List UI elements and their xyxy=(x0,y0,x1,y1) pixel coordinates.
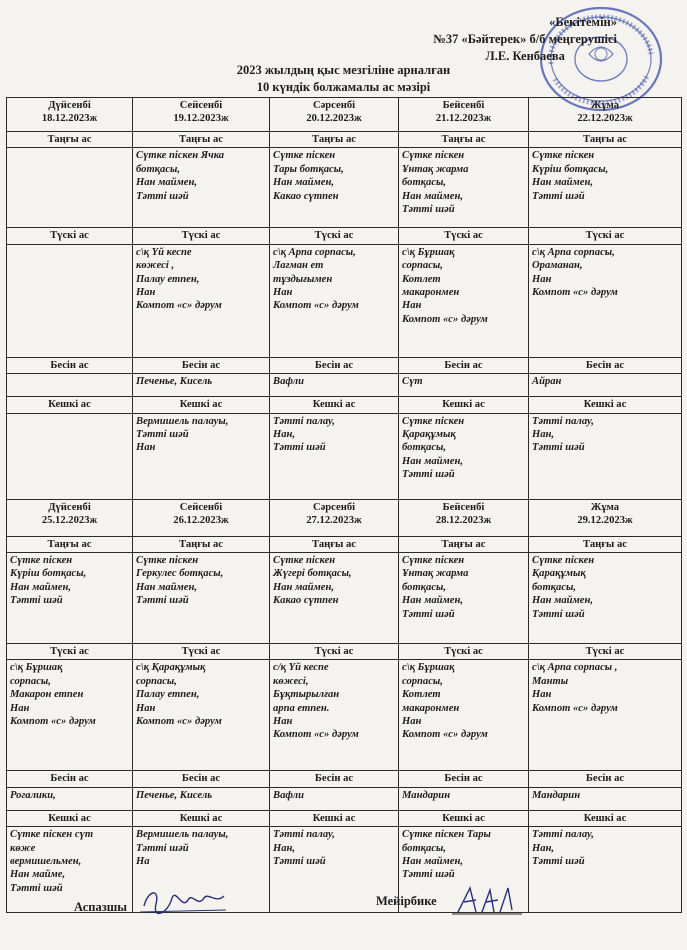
dish-line: Вермишель палауы, xyxy=(136,829,229,841)
dish-cell xyxy=(270,787,399,810)
meal-label: Кешкі ас xyxy=(133,397,270,413)
day-name: Дүйсенбі xyxy=(48,501,91,513)
dish-line: ботқасы, xyxy=(402,442,447,454)
menu-table xyxy=(6,97,682,913)
day-date: 21.12.2023ж xyxy=(435,113,492,125)
dish-cell xyxy=(133,244,270,357)
meal-label: Кешкі ас xyxy=(7,397,133,413)
meal-header-row xyxy=(7,810,682,826)
dish-line: Тәтті шәй xyxy=(273,856,326,868)
dish-line: Сүтке піскен xyxy=(402,150,465,162)
dish-line: с/қ Үй кеспе xyxy=(273,662,329,674)
dish-line: Нан маймен, xyxy=(402,190,464,202)
dish-line: Сүтке піскен сүт xyxy=(10,829,94,841)
dish-line: ботқасы, xyxy=(402,177,447,189)
day-header xyxy=(7,499,133,536)
meal-label: Түскі ас xyxy=(133,228,270,244)
dish-line: Нан маймен, xyxy=(402,455,464,467)
dish-line: Какао сүтпен xyxy=(273,595,339,607)
meal-label: Түскі ас xyxy=(529,228,682,244)
dish-cell xyxy=(399,148,529,228)
dish-cell xyxy=(270,413,399,499)
dish-cell xyxy=(529,553,682,644)
dish-line: с\қ Бұршақ xyxy=(402,246,455,258)
dish-line: Тәтті шәй xyxy=(402,469,455,481)
meal-label: Таңғы ас xyxy=(270,536,399,552)
dish-line: Нан маймен, xyxy=(273,177,335,189)
day-name: Сәрсенбі xyxy=(312,501,356,513)
dish-line: Рогалики, xyxy=(10,789,56,801)
dish-line: с\қ Арпа сорпасы , xyxy=(532,662,618,674)
dish-cell xyxy=(270,660,399,771)
approval-heading: «Бекітемін» xyxy=(549,15,617,29)
day-header xyxy=(529,499,682,536)
meal-label: Таңғы ас xyxy=(133,536,270,552)
dish-cell xyxy=(399,787,529,810)
dish-line: Нан маймен, xyxy=(532,177,594,189)
meal-header-row xyxy=(7,397,682,413)
day-name: Бейсенбі xyxy=(442,100,485,111)
dish-line: Күріш ботқасы, xyxy=(532,163,609,175)
dish-cell xyxy=(133,413,270,499)
meal-label: Таңғы ас xyxy=(7,536,133,552)
dish-cell xyxy=(133,553,270,644)
dish-cell xyxy=(270,553,399,644)
dish-row xyxy=(7,244,682,357)
day-date: 20.12.2023ж xyxy=(306,113,362,125)
dish-line: Компот «с» дәрум xyxy=(532,702,618,714)
dish-line: Мандарин xyxy=(402,789,451,801)
dish-line: Ұнтақ жарма xyxy=(402,568,469,580)
dish-line: сорпасы, xyxy=(402,260,443,272)
dish-line: Вафли xyxy=(273,376,305,388)
nurse-signature-icon xyxy=(452,882,524,920)
meal-header-row xyxy=(7,644,682,660)
dish-line: Нан маймен, xyxy=(402,856,464,868)
meal-label: Бесін ас xyxy=(399,357,529,373)
dish-cell xyxy=(399,244,529,357)
dish-line: Компот «с» дәрум xyxy=(273,300,359,312)
meal-header-row xyxy=(7,132,682,148)
dish-line: Тары ботқасы, xyxy=(273,163,344,175)
dish-line: макаронмен xyxy=(402,287,460,299)
day-name: Бейсенбі xyxy=(442,501,485,513)
dish-cell xyxy=(529,787,682,810)
dish-line: Компот «с» дәрум xyxy=(402,729,488,741)
dish-cell xyxy=(7,787,133,810)
meal-label: Кешкі ас xyxy=(270,397,399,413)
dish-line: Айран xyxy=(532,376,562,388)
dish-line: На xyxy=(136,856,150,868)
dish-cell xyxy=(529,660,682,771)
meal-label: Түскі ас xyxy=(7,228,133,244)
dish-cell xyxy=(133,787,270,810)
dish-line: Нан xyxy=(136,442,156,454)
dish-line: Тәтті палау, xyxy=(532,829,594,841)
dish-line: тұздығымен xyxy=(273,273,333,285)
dish-line: Тәтті шәй xyxy=(402,869,455,881)
meal-header-row xyxy=(7,771,682,787)
dish-cell xyxy=(270,374,399,397)
meal-label: Таңғы ас xyxy=(529,536,682,552)
dish-line: Қарақұмық xyxy=(532,568,586,580)
meal-label: Түскі ас xyxy=(399,644,529,660)
dish-cell xyxy=(7,374,133,397)
dish-line: Сүтке піскен xyxy=(10,555,73,567)
meal-label: Кешкі ас xyxy=(7,810,133,826)
dish-line: Тәтті шәй xyxy=(273,442,326,454)
meal-label: Бесін ас xyxy=(270,357,399,373)
dish-line: Макарон етпен xyxy=(10,689,84,701)
dish-cell xyxy=(7,413,133,499)
dish-line: Геркулес ботқасы, xyxy=(136,568,224,580)
approval-block xyxy=(433,14,617,65)
meal-header-row xyxy=(7,357,682,373)
dish-line: көже xyxy=(10,842,36,854)
meal-label: Бесін ас xyxy=(133,771,270,787)
dish-line: Компот «с» дәрум xyxy=(136,300,222,312)
dish-line: Котлет xyxy=(402,273,441,285)
day-header xyxy=(399,499,529,536)
dish-line: сорпасы, xyxy=(402,675,443,687)
day-name: Дүйсенбі xyxy=(48,100,91,111)
meal-label: Түскі ас xyxy=(270,644,399,660)
dish-line: Тәтті шәй xyxy=(136,595,189,607)
dish-line: Компот «с» дәрум xyxy=(10,716,96,728)
day-name: Жұма xyxy=(590,501,620,513)
dish-line: Күріш ботқасы, xyxy=(10,568,87,580)
day-header xyxy=(270,499,399,536)
day-date: 27.12.2023ж xyxy=(306,515,362,527)
dish-line: Тәтті палау, xyxy=(273,415,335,427)
day-header xyxy=(270,98,399,132)
dish-line: Нан xyxy=(136,702,156,714)
dish-line: арпа етпен. xyxy=(273,702,330,714)
dish-line: ботқасы, xyxy=(532,581,577,593)
dish-line: Нан маймен, xyxy=(136,581,198,593)
dish-cell xyxy=(7,148,133,228)
dish-line: көжесі , xyxy=(136,260,175,272)
dish-line: Нан, xyxy=(532,429,555,441)
dish-line: ботқасы, xyxy=(136,163,181,175)
dish-row xyxy=(7,148,682,228)
meal-label: Таңғы ас xyxy=(399,132,529,148)
dish-row xyxy=(7,413,682,499)
day-date: 18.12.2023ж xyxy=(41,113,98,125)
meal-header-row xyxy=(7,536,682,552)
cook-label: Аспазшы xyxy=(74,900,128,914)
page-title xyxy=(0,62,687,96)
dish-line: Нан, xyxy=(273,842,296,854)
dish-cell xyxy=(270,148,399,228)
dish-line: Нан, xyxy=(273,429,296,441)
dish-line: Нан маймен, xyxy=(136,177,198,189)
dish-cell xyxy=(399,553,529,644)
dish-cell xyxy=(529,244,682,357)
meal-label: Таңғы ас xyxy=(399,536,529,552)
dish-line: Ораманан, xyxy=(532,260,583,272)
dish-line: ботқасы, xyxy=(402,842,447,854)
day-header-row xyxy=(7,98,682,132)
meal-label: Бесін ас xyxy=(270,771,399,787)
meal-label: Түскі ас xyxy=(7,644,133,660)
dish-line: Компот «с» дәрум xyxy=(402,313,488,325)
dish-cell xyxy=(133,660,270,771)
dish-cell xyxy=(7,660,133,771)
dish-row xyxy=(7,374,682,397)
meal-label: Таңғы ас xyxy=(7,132,133,148)
dish-line: Нан, xyxy=(532,842,555,854)
dish-line: с\қ Бұршақ xyxy=(402,662,455,674)
meal-label: Бесін ас xyxy=(7,771,133,787)
dish-line: Жүгері ботқасы, xyxy=(273,568,352,580)
dish-line: Тәтті шәй xyxy=(532,442,585,454)
dish-line: Сүтке піскен xyxy=(136,555,199,567)
dish-line: Нан xyxy=(402,716,422,728)
dish-line: Сүтке піскен xyxy=(402,415,465,427)
meal-label: Түскі ас xyxy=(270,228,399,244)
dish-line: Сүтке піскен xyxy=(273,555,336,567)
dish-cell xyxy=(133,148,270,228)
dish-line: Нан xyxy=(402,300,422,312)
dish-line: Сүтке піскен Тары xyxy=(402,829,491,841)
dish-line: Тәтті шәй xyxy=(136,190,189,202)
dish-line: Тәтті шәй xyxy=(136,842,189,854)
dish-line: Тәтті шәй xyxy=(402,204,455,216)
dish-line: Сүтке піскен xyxy=(532,150,595,162)
day-name: Сәрсенбі xyxy=(312,100,356,111)
day-date: 28.12.2023ж xyxy=(435,515,492,527)
dish-line: ботқасы, xyxy=(402,581,447,593)
dish-line: Лағман ет xyxy=(273,260,324,272)
dish-row xyxy=(7,787,682,810)
meal-label: Кешкі ас xyxy=(270,810,399,826)
day-date: 26.12.2023ж xyxy=(173,515,229,527)
dish-line: Тәтті шәй xyxy=(136,429,189,441)
day-name: Сейсенбі xyxy=(179,501,223,513)
meal-label: Бесін ас xyxy=(529,771,682,787)
approval-position: №37 «Бәйтерек» б/б меңгерушісі xyxy=(433,32,617,46)
meal-label: Бесін ас xyxy=(133,357,270,373)
dish-cell xyxy=(7,244,133,357)
dish-line: Нан xyxy=(136,287,156,299)
meal-label: Түскі ас xyxy=(399,228,529,244)
day-header xyxy=(133,98,270,132)
day-name: Жұма xyxy=(590,100,620,111)
meal-label: Түскі ас xyxy=(529,644,682,660)
signature-footer xyxy=(0,894,687,924)
meal-label: Таңғы ас xyxy=(529,132,682,148)
dish-line: Тәтті шәй xyxy=(402,608,455,620)
dish-line: Котлет xyxy=(402,689,441,701)
day-header-row xyxy=(7,499,682,536)
title-line-1: 2023 жылдың қыс мезгіліне арналған xyxy=(236,63,451,77)
dish-cell xyxy=(399,374,529,397)
meal-label: Кешкі ас xyxy=(529,397,682,413)
dish-cell xyxy=(399,660,529,771)
dish-line: вермишельмен, xyxy=(10,856,82,868)
meal-label: Таңғы ас xyxy=(270,132,399,148)
dish-line: Какао сүтпен xyxy=(273,190,339,202)
dish-line: Вафли xyxy=(273,789,305,801)
dish-line: Сүтке піскен xyxy=(402,555,465,567)
dish-line: с\қ Арпа сорпасы, xyxy=(273,246,356,258)
dish-line: сорпасы, xyxy=(136,675,177,687)
dish-line: с\қ Арпа сорпасы, xyxy=(532,246,615,258)
dish-cell xyxy=(133,374,270,397)
meal-label: Кешкі ас xyxy=(399,397,529,413)
dish-line: Манты xyxy=(532,675,569,687)
dish-row xyxy=(7,553,682,644)
dish-line: Нан xyxy=(532,689,552,701)
dish-line: Вермишель палауы, xyxy=(136,415,229,427)
dish-line: Тәтті шәй xyxy=(532,190,585,202)
title-line-2: 10 күндік болжамалы ас мәзірі xyxy=(256,80,431,94)
nurse-label: Мейірбике xyxy=(376,894,437,908)
dish-line: Бұқтырылған xyxy=(273,689,340,701)
dish-line: Компот «с» дәрум xyxy=(273,729,359,741)
dish-line: Нан xyxy=(273,716,293,728)
day-header xyxy=(529,98,682,132)
dish-line: Тәтті палау, xyxy=(273,829,335,841)
dish-line: Нан xyxy=(10,702,30,714)
dish-line: Қарақұмық xyxy=(402,429,456,441)
dish-row xyxy=(7,660,682,771)
dish-line: Тәтті палау, xyxy=(532,415,594,427)
meal-label: Түскі ас xyxy=(133,644,270,660)
dish-line: Мандарин xyxy=(532,789,581,801)
meal-label: Кешкі ас xyxy=(133,810,270,826)
dish-line: көжесі, xyxy=(273,675,309,687)
meal-header-row xyxy=(7,228,682,244)
dish-cell xyxy=(529,374,682,397)
dish-line: Нан маймен, xyxy=(273,581,335,593)
dish-line: Сүтке піскен xyxy=(532,555,595,567)
dish-cell xyxy=(529,413,682,499)
dish-line: Тәтті шәй xyxy=(532,856,585,868)
dish-line: Нан маймен, xyxy=(532,595,594,607)
dish-line: Тәтті шәй xyxy=(532,608,585,620)
dish-line: Печенье, Кисель xyxy=(136,789,213,801)
meal-label: Кешкі ас xyxy=(399,810,529,826)
meal-label: Таңғы ас xyxy=(133,132,270,148)
day-name: Сейсенбі xyxy=(179,100,223,111)
dish-line: Нан майме, xyxy=(10,869,66,881)
dish-line: Сүт xyxy=(402,376,423,388)
dish-line: Палау етпен, xyxy=(136,689,200,701)
dish-line: Тәтті шәй xyxy=(10,882,63,894)
dish-line: Нан маймен, xyxy=(10,581,72,593)
dish-line: с\қ Қарақұмық xyxy=(136,662,206,674)
dish-cell xyxy=(529,148,682,228)
dish-line: Нан маймен, xyxy=(402,595,464,607)
day-date: 25.12.2023ж xyxy=(41,515,98,527)
meal-label: Бесін ас xyxy=(529,357,682,373)
day-date: 22.12.2023ж xyxy=(577,113,633,125)
dish-cell xyxy=(7,553,133,644)
day-header xyxy=(399,98,529,132)
approval-person: Л.Е. Кенбаева xyxy=(485,49,565,63)
dish-line: сорпасы, xyxy=(10,675,51,687)
meal-label: Кешкі ас xyxy=(529,810,682,826)
dish-line: Нан xyxy=(273,287,293,299)
dish-line: макаронмен xyxy=(402,702,460,714)
dish-cell xyxy=(399,413,529,499)
dish-line: Печенье, Кисель xyxy=(136,376,213,388)
day-date: 29.12.2023ж xyxy=(577,515,633,527)
meal-label: Бесін ас xyxy=(7,357,133,373)
day-date: 19.12.2023ж xyxy=(173,113,229,125)
cook-signature-icon xyxy=(138,884,228,920)
dish-line: Ұнтақ жарма xyxy=(402,163,469,175)
dish-line: с\қ Бұршақ xyxy=(10,662,63,674)
dish-cell xyxy=(270,244,399,357)
day-header xyxy=(7,98,133,132)
dish-line: Нан xyxy=(532,273,552,285)
dish-line: Сүтке піскен Ячка xyxy=(136,150,225,162)
dish-line: Палау етпен, xyxy=(136,273,200,285)
day-header xyxy=(133,499,270,536)
dish-line: Сүтке піскен xyxy=(273,150,336,162)
dish-line: с\қ Үй кеспе xyxy=(136,246,192,258)
dish-line: Компот «с» дәрум xyxy=(532,287,618,299)
dish-line: Компот «с» дәрум xyxy=(136,716,222,728)
meal-label: Бесін ас xyxy=(399,771,529,787)
dish-line: Тәтті шәй xyxy=(10,595,63,607)
